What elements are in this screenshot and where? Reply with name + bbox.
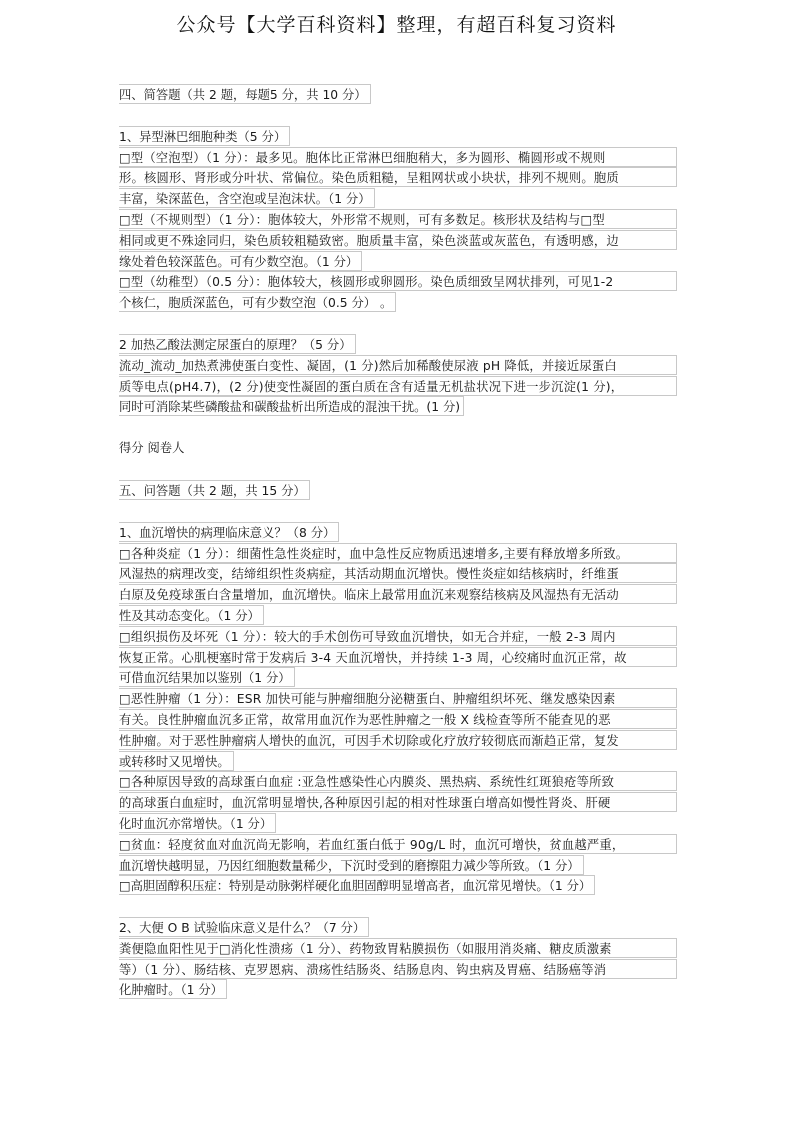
answer-line: □型（不规则型）（1 分）：胞体较大，外形常不规则，可有多数足。核形状及结构与□型 — [119, 209, 677, 229]
answer-line: 性及其动态变化。（1 分） — [119, 605, 264, 625]
answer-line: 同时可消除某些磷酸盐和碳酸盐析出所造成的混浊干扰。(1 分) — [119, 396, 464, 416]
answer-line: 风湿热的病理改变，结缔组织性炎病症，其活动期血沉增快。慢性炎症如结核病时，纤维蛋 — [119, 563, 677, 583]
answer-line: 化肿瘤时。（1 分） — [119, 979, 227, 999]
page-header: 公众号【大学百科资料】整理，有超百科复习资料 — [176, 14, 617, 36]
answer-line: 形。核圆形、肾形或分叶状、常偏位。染色质粗糙，呈粗网状或小块状，排列不规则。胞质 — [119, 167, 677, 187]
answer-line: 个核仁，胞质深蓝色，可有少数空泡（0.5 分） 。 — [119, 292, 396, 312]
answer-line: □型（空泡型）（1 分）：最多见。胞体比正常淋巴细胞稍大，多为圆形、椭圆形或不规则 — [119, 147, 677, 167]
answer-line: □贫血：轻度贫血对血沉尚无影响，若血红蛋白低于 90g/L 时，血沉可增快，贫血越严重， — [119, 834, 677, 854]
answer-line: 的高球蛋白血症时，血沉常明显增快,各种原因引起的相对性球蛋白增高如慢性肾炎、肝硬 — [119, 792, 677, 812]
answer-line: 流动_流动_加热煮沸使蛋白变性、凝固，(1 分)然后加稀酸使尿液 pH 降低，并接近尿蛋白 — [119, 355, 677, 375]
answer-line: □恶性肿瘤（1 分）：ESR 加快可能与肿瘤细胞分泌糖蛋白、肿瘤组织坏死、继发感染因素 — [119, 688, 677, 708]
answer-line: □型（幼稚型）（0.5 分）：胞体较大，核圆形或卵圆形。染色质细致呈网状排列，可见1-2 — [119, 271, 677, 291]
answer-line: □各种原因导致的高球蛋白血症 :亚急性感染性心内膜炎、黑热病、系统性红斑狼疮等所致 — [119, 771, 677, 791]
answer-line: 恢复正常。心肌梗塞时常于发病后 3-4 天血沉增快，并持续 1-3 周，心绞痛时血沉正常，故 — [119, 647, 677, 667]
answer-line: 等）（1 分）、肠结核、克罗恩病、溃疡性结肠炎、结肠息肉、钩虫病及胃癌、结肠癌等消 — [119, 959, 677, 979]
answer-line: 有关。良性肿瘤血沉多正常，故常用血沉作为恶性肿瘤之一般 X 线检查等所不能查见的恶 — [119, 709, 677, 729]
answer-line: □高胆固醇积压症：特别是动脉粥样硬化血胆固醇明显增高者，血沉常见增快。（1 分） — [119, 875, 595, 895]
answer-line: 性肿瘤。对于恶性肿瘤病人增快的血沉，可因手术切除或化疗放疗较彻底而渐趋正常，复发 — [119, 730, 677, 750]
s5-q2-title: 2、大便 O B 试验临床意义是什么？（7 分） — [119, 917, 369, 937]
answer-line: 粪便隐血阳性见于□消化性溃疡（1 分）、药物致胃粘膜损伤（如服用消炎痛、糖皮质激素 — [119, 938, 677, 958]
s5-q1-title: 1、血沉增快的病理临床意义？（8 分） — [119, 522, 339, 542]
answer-line: 丰富，染深蓝色，含空泡或呈泡沫状。（1 分） — [119, 188, 375, 208]
section5-title: 五、问答题（共 2 题，共 15 分） — [119, 480, 310, 500]
s4-q1-title: 1、异型淋巴细胞种类（5 分） — [119, 126, 290, 146]
answer-line: 相同或更不殊途同归，染色质较粗糙致密。胞质量丰富，染色淡蓝或灰蓝色，有透明感，边 — [119, 230, 677, 250]
document-body — [119, 84, 679, 1000]
answer-line: 缘处着色较深蓝色。可有少数空泡。（1 分） — [119, 251, 362, 271]
answer-line: □组织损伤及坏死（1 分）：较大的手术创伤可导致血沉增快，如无合并症，一般 2-3 周内 — [119, 626, 677, 646]
answer-line: 血沉增快越明显，乃因红细胞数量稀少，下沉时受到的磨擦阻力减少等所致。（1 分） — [119, 855, 584, 875]
answer-line: □各种炎症（1 分）：细菌性急性炎症时，血中急性反应物质迅速增多,主要有释放增多所致。 — [119, 543, 677, 563]
answer-line: 质等电点(pH4.7)，(2 分)使变性凝固的蛋白质在含有适量无机盐状况下进一步沉淀(1 分)， — [119, 376, 677, 396]
answer-line: 或转移时又见增快。 — [119, 751, 234, 771]
s4-q2-title: 2 加热乙酸法测定尿蛋白的原理？（5 分） — [119, 334, 356, 354]
answer-line: 白原及免疫球蛋白含量增加，血沉增快。临床上最常用血沉来观察结核病及风湿热有无活动 — [119, 584, 677, 604]
score-label: 得分 阅卷人 — [119, 441, 185, 456]
answer-line: 化时血沉亦常增快。（1 分） — [119, 813, 276, 833]
answer-line: 可借血沉结果加以鉴别（1 分） — [119, 667, 295, 687]
section4-title: 四、简答题（共 2 题，每题5 分，共 10 分） — [119, 84, 371, 104]
